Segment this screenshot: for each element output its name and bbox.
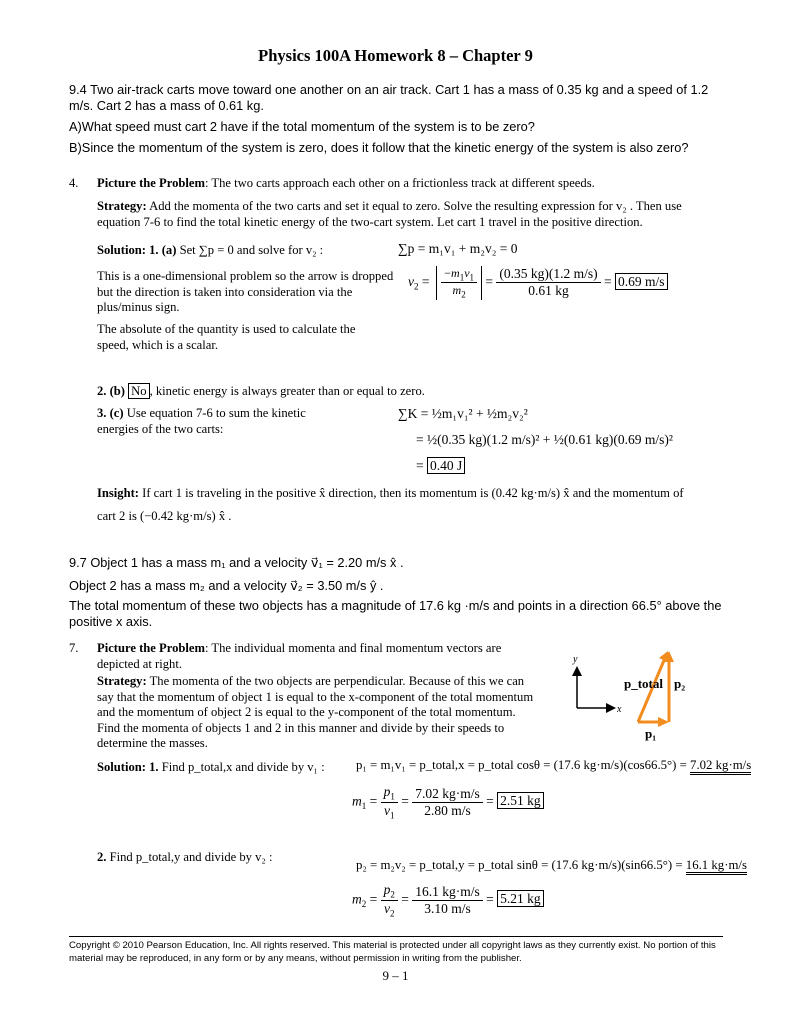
x-axis-arrowhead [606, 703, 616, 713]
v2-numerator: (0.35 kg)(1.2 m/s) [496, 266, 600, 283]
solution-7-text: Find p_total,x and divide by v₁ : [158, 760, 325, 774]
note-one-dimensional: This is a one-dimensional problem so the arrow is dropped but the direction is taken into consideration via the plus/minus sign. [97, 269, 394, 314]
solution-text: Set ∑p = 0 and solve for v₂ : [176, 243, 324, 257]
p1-equation-text: p₁ = m₁v₁ = p_total,x = p_total cosθ = (17.6 kg·m/s)(cos66.5°) = [356, 758, 691, 772]
p1-arrowhead [658, 717, 669, 727]
problem-9-4-part-a: A)What speed must cart 2 have if the total momentum of the system is to be zero? [69, 119, 535, 134]
p1-label: p₁ [645, 726, 657, 741]
problem-9-7-line-3: The total momentum of these two objects has a magnitude of 17.6 kg ·m/s and points in a direction 66.5° above the positive x axis. [69, 598, 722, 629]
solution-number: 4. [69, 176, 79, 190]
answer-v2: 0.69 m/s [615, 273, 668, 290]
v2-equation: $v_2$ = $\frac{-m_1v_1}{m_2}$ = $\frac{(0.35 kg)(1.2 m/s)}{0.61 kg}$ = 0.69 m/s [408, 266, 668, 300]
kinetic-energy-result: = 0.40 J [416, 458, 465, 474]
insight-text: If cart 1 is traveling in the positive x̂ direction, then its momentum is (0.42 kg·m/s) x̂ and the momentum of [139, 486, 684, 500]
p2-equation-text: p₂ = m₂v₂ = p_total,y = p_total sinθ = (17.6 kg·m/s)(sin66.5°) = [356, 858, 686, 872]
solution-label: Solution: 1. (a) [97, 243, 177, 257]
solution-step-1 [97, 243, 323, 259]
note-absolute-value: The absolute of the quantity is used to calculate the speed, which is a scalar. [97, 322, 356, 352]
strategy [97, 199, 709, 230]
strategy-text: Add the momenta of the two carts and set it equal to zero. Solve the resulting expression for v₂ . Then use equation 7-6 to find the total kinetic energy of the two-cart system. Let cart 1 travel in the positive direction. [97, 199, 682, 229]
picture-text-7: : The individual momenta and final momentum vectors are depicted at right. [97, 641, 502, 671]
page-number: 9 – 1 [382, 968, 409, 983]
insight-label: Insight: [97, 486, 139, 500]
copyright-footer: Copyright © 2010 Pearson Education, Inc. All rights reserved. This material is protected under all copyright laws as they currently exist. No portion of this material may be reproduced, in any form or by any means, without permission in writing from the publisher. [69, 936, 723, 965]
picture-the-problem-7 [97, 641, 527, 672]
problem-9-4-question: 9.4 Two air-track carts move toward one another on an air track. Cart 1 has a mass of 0.35 kg and a speed of 1.2 m/s. Cart 2 has a mass of 0.61 kg. [69, 82, 709, 113]
ptotal-label: p_total [624, 676, 663, 691]
y-axis-arrowhead [572, 666, 582, 676]
solution-7-step-2-label: 2. [97, 850, 107, 864]
solution-step-2 [97, 384, 425, 400]
momentum-vector-diagram [558, 650, 698, 742]
solution-number-7: 7. [69, 641, 79, 655]
solution-7-step-2-text: Find p_total,y and divide by v₂ : [106, 850, 273, 864]
picture-label-7: Picture the Problem [97, 641, 205, 655]
picture-label: Picture the Problem [97, 176, 205, 190]
insight-line-1 [97, 486, 737, 502]
m1-denominator: 2.80 m/s [424, 802, 471, 818]
m1-numerator: 7.02 kg·m/s [412, 786, 483, 803]
step3-label: 3. (c) [97, 406, 124, 420]
strategy-label-7: Strategy: [97, 674, 147, 688]
problem-9-7-line-1: 9.7 Object 1 has a mass m₁ and a velocity v⃗₁ = 2.20 m/s x̂ . [69, 555, 404, 570]
solution-7-label: Solution: 1. [97, 760, 159, 774]
y-axis-label: y [573, 654, 578, 665]
problem-9-4-part-b: B)Since the momentum of the system is zero, does it follow that the kinetic energy of the system is also zero? [69, 140, 689, 155]
p2-result: 16.1 kg·m/s [686, 858, 747, 875]
answer-m2: 5.21 kg [497, 890, 544, 907]
kinetic-energy-substitution: = ½(0.35 kg)(1.2 m/s)² + ½(0.61 kg)(0.69 m/s)² [416, 432, 673, 447]
p1-equation [356, 758, 751, 773]
p2-equation [356, 858, 747, 873]
answer-no: No [128, 383, 149, 399]
m2-equation: $m_2$ = $\frac{p_2}{v_2}$ = $\frac{16.1 kg\cdot m/s}{3.10 m/s}$ = 5.21 kg [352, 882, 544, 918]
step2-text: , kinetic energy is always greater than or equal to zero. [149, 384, 425, 398]
page-title: Physics 100A Homework 8 – Chapter 9 [258, 46, 533, 65]
m2-denominator: 3.10 m/s [424, 900, 471, 916]
kinetic-energy-equation: ∑K = ½m₁v₁² + ½m₂v₂² [398, 406, 528, 421]
m1-equation: $m_1$ = $\frac{p_1}{v_1}$ = $\frac{7.02 kg\cdot m/s}{2.80 m/s}$ = 2.51 kg [352, 784, 544, 820]
solution-step-3 [97, 406, 337, 437]
v2-denominator: 0.61 kg [528, 283, 569, 299]
solution-7-step-1 [97, 760, 325, 776]
picture-the-problem [97, 176, 727, 192]
strategy-label: Strategy: [97, 199, 147, 213]
problem-9-7-line-2: Object 2 has a mass m₂ and a velocity v⃗₂ = 3.50 m/s ŷ . [69, 578, 384, 593]
p1-result: 7.02 kg·m/s [690, 758, 751, 775]
answer-m1: 2.51 kg [497, 792, 544, 809]
momentum-sum-equation: ∑p = m₁v₁ + m₂v₂ = 0 [398, 241, 518, 256]
strategy-text-7: The momenta of the two objects are perpendicular. Because of this we can say that the momentum of object 1 is equal to the x-component of the total momentum and the momentum of object 2 is equal to the y-component of the total momentum. Find the momenta of objects 1 and 2 in this manner and divide by their speeds to determine the masses. [97, 674, 534, 750]
step3-text: Use equation 7-6 to sum the kinetic energies of the two carts: [97, 406, 306, 436]
answer-k: 0.40 J [427, 457, 465, 474]
m2-numerator: 16.1 kg·m/s [412, 884, 483, 901]
picture-text: : The two carts approach each other on a frictionless track at different speeds. [204, 176, 595, 190]
x-axis-label: x [617, 704, 622, 715]
p2-label: p₂ [674, 676, 686, 691]
insight-line-2: cart 2 is (−0.42 kg·m/s) x̂ . [97, 509, 232, 523]
strategy-7 [97, 674, 535, 752]
solution-7-step-2 [97, 850, 272, 866]
step2-label: 2. (b) [97, 384, 125, 398]
